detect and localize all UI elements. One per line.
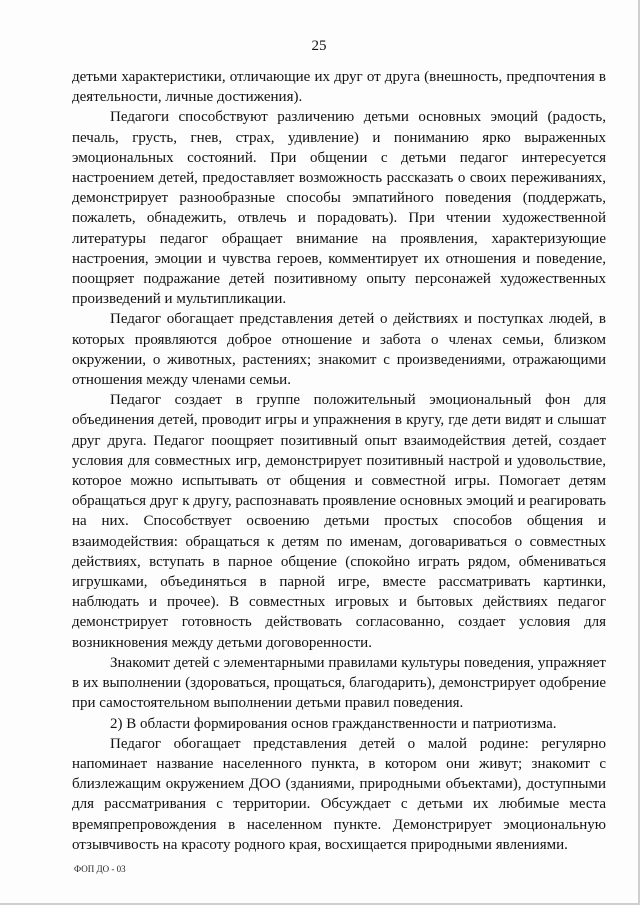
paragraph: Педагоги способствуют различению детьми основных эмоций (радость, печаль, грусть, гнев, страх, удивление) и пониманию ярко выраженных эмоциональных состояний. При общении с детьми педагог интересуется настроением детей, предоставляет возможность рассказать о своих переживаниях, демонстрирует разнообразные способы эмпатийного поведения (поддержать, пожалеть, обнадежить, отвлечь и порадовать). При чтении художественной литературы педагог обращает внимание на проявления, характеризующие настроения, эмоции и чувства героев, комментирует их отношения и поведение, поощряет подражание детей позитивному опыту персонажей художественных произведений и мультипликации. xyxy=(72,109,606,308)
paragraph: Педагог обогащает представления детей о действиях и поступках людей, в которых проявляются доброе отношение и забота о членах семьи, близком окружении, о животных, растениях; знакомит с произведениями, отражающими отношения между членами семьи. xyxy=(72,311,606,389)
paragraph: Знакомит детей с элементарными правилами культуры поведения, упражняет в их выполнении (здороваться, прощаться, благодарить), демонстрирует одобрение при самостоятельном выполнении детьми правил поведения. xyxy=(72,654,606,712)
paragraph: Педагог обогащает представления детей о малой родине: регулярно напоминает название населенного пункта, в котором они живут; знакомит с близлежащим окружением ДОО (зданиями, природными объектами), доступными для рассматривания с территории. Обсуждает с детьми их любимые места времяпрепровождения в населенном пункте. Демонстрирует эмоциональную отзывчивость на красоту родного края, восхищается природными явлениями. xyxy=(72,735,606,853)
section-heading: 2) В области формирования основ гражданственности и патриотизма. xyxy=(110,715,557,732)
body-text xyxy=(72,67,606,855)
paragraph: детьми характеристики, отличающие их друг от друга (внешность, предпочтения в деятельности, личные достижения). xyxy=(72,69,606,106)
paragraph: Педагог создает в группе положительный эмоциональный фон для объединения детей, проводит игры и упражнения в кругу, где дети видят и слышат друг друга. Педагог поощряет позитивный опыт взаимодействия детей, создает условия для совместных игр, демонстрирует позитивный настрой и удовольствие, которое можно испытывать от общения и совместной игры. Помогает детям обращаться друг к другу, распознавать проявление основных эмоций и реагировать на них. Способствует освоению детьми простых способов общения и взаимодействия: обращаться к детям по именам, договариваться о совместных действиях, вступать в парное общение (спокойно играть рядом, обмениваться игрушками, объединяться в парной игре, вместе рассматривать картинки, наблюдать и прочее). В совместных игровых и бытовых действиях педагог демонстрирует готовность действовать согласованно, создает условия для возникновения между детьми договоренности. xyxy=(72,392,606,651)
document-footer: ФОП ДО - 03 xyxy=(74,864,126,874)
page-number: 25 xyxy=(311,38,327,54)
